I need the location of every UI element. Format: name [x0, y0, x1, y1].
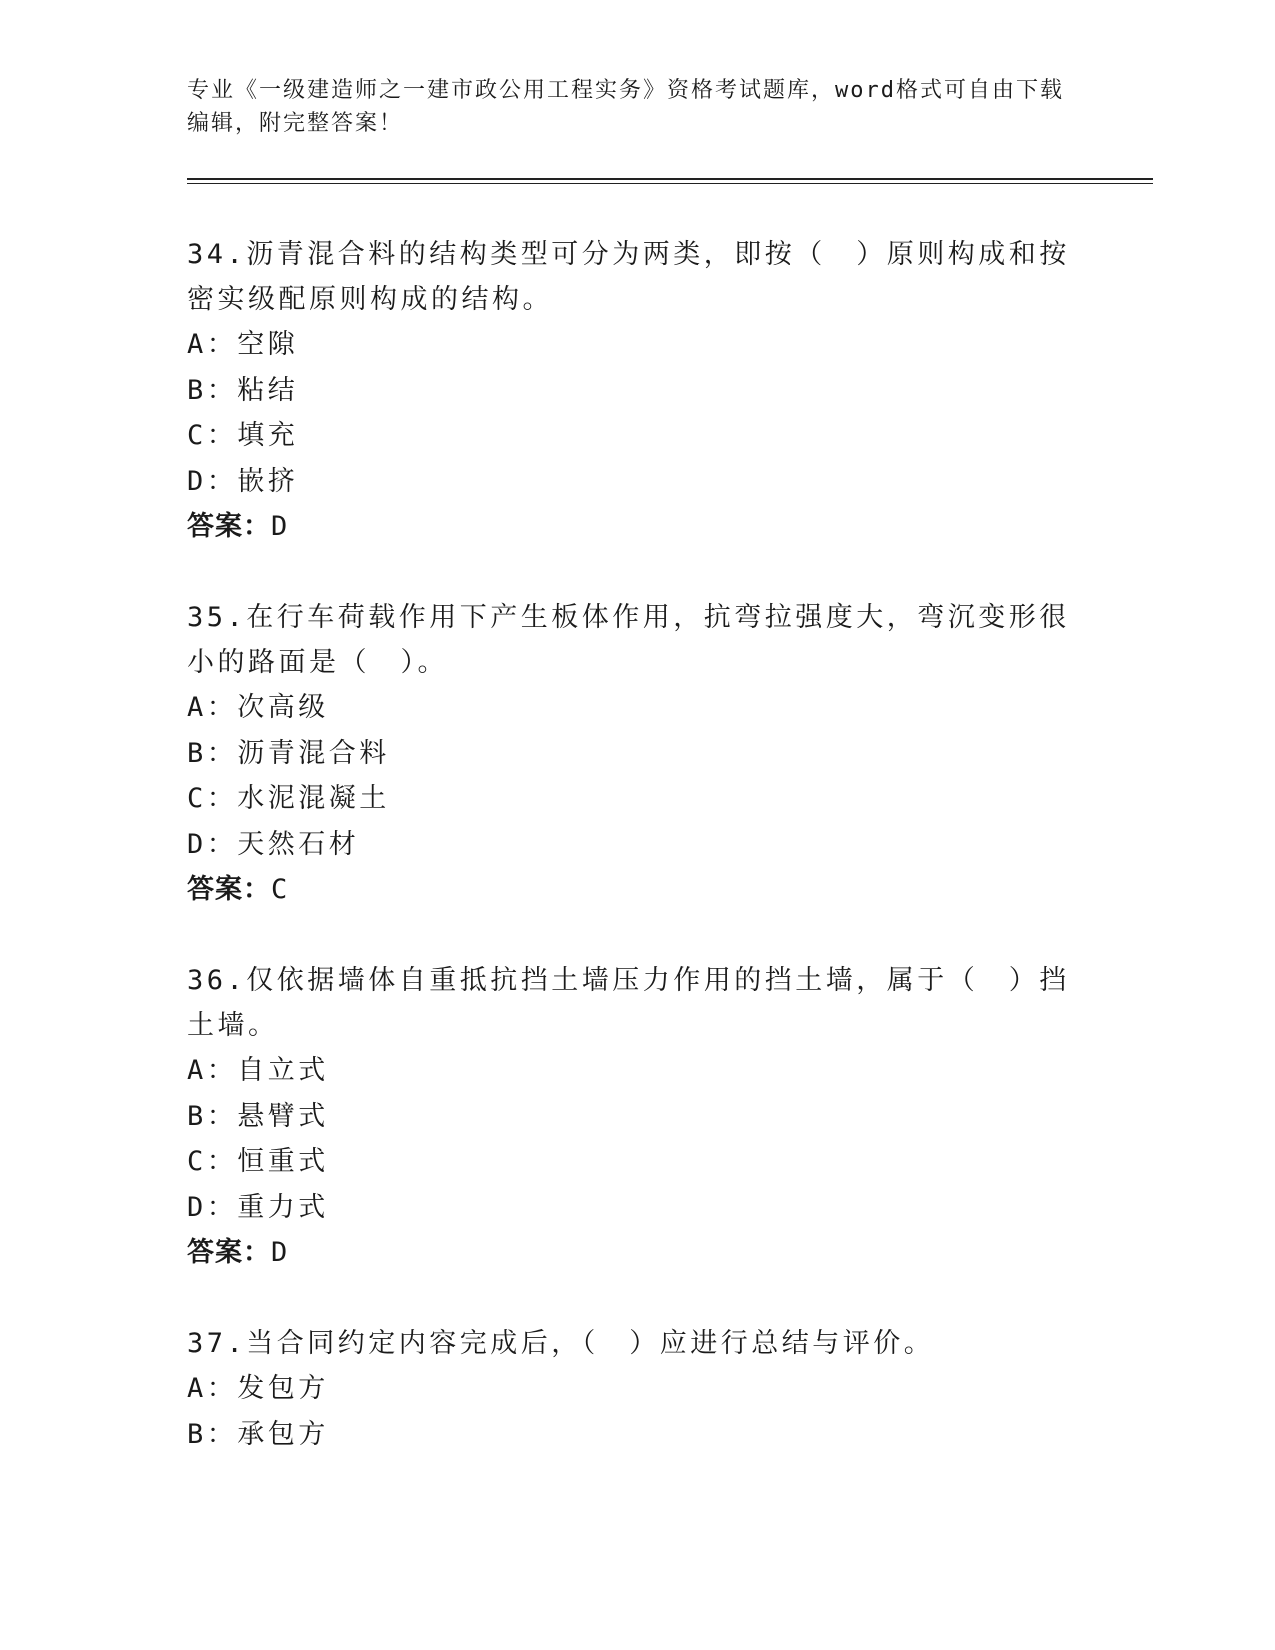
answer-option: D：天然石材	[187, 828, 360, 860]
answer-label: 答案：	[187, 1237, 271, 1268]
page-header-title: 专业《一级建造师之一建市政公用工程实务》资格考试题库，word格式可自由下载编辑，附完整答案！	[187, 78, 1064, 136]
header-divider	[187, 178, 1153, 180]
answer-value: D	[271, 1237, 288, 1268]
question-stem: 35.在行车荷载作用下产生板体作用，抗弯拉强度大，弯沉变形很小的路面是（ ）。	[187, 602, 1070, 678]
answer-option: A：次高级	[187, 692, 329, 723]
answer-option: D：嵌挤	[187, 465, 299, 497]
answer-option: B：悬臂式	[187, 1100, 329, 1132]
answer-key	[187, 504, 1087, 549]
answer-option: C：水泥混凝土	[187, 783, 390, 814]
answer-option: A：发包方	[187, 1373, 329, 1404]
question-item	[187, 232, 1087, 549]
answer-option: B：承包方	[187, 1418, 329, 1450]
answer-key	[187, 867, 1087, 912]
answer-label: 答案：	[187, 511, 271, 542]
answer-value: C	[271, 874, 288, 905]
answer-option: A：空隙	[187, 329, 299, 360]
question-item	[187, 1321, 1087, 1457]
question-item	[187, 958, 1087, 1275]
answer-option: A：自立式	[187, 1055, 329, 1086]
answer-label: 答案：	[187, 874, 271, 905]
answer-option: C：填充	[187, 420, 299, 451]
answer-value: D	[271, 511, 288, 542]
answer-key	[187, 1230, 1087, 1275]
answer-option: C：恒重式	[187, 1146, 329, 1177]
answer-option: D：重力式	[187, 1191, 329, 1223]
question-item	[187, 595, 1087, 912]
answer-option: B：沥青混合料	[187, 737, 390, 769]
question-stem: 37.当合同约定内容完成后，（ ）应进行总结与评价。	[187, 1328, 935, 1359]
header-divider-thin	[187, 183, 1153, 184]
question-stem: 34.沥青混合料的结构类型可分为两类，即按（ ）原则构成和按密实级配原则构成的结构。	[187, 239, 1070, 315]
question-list	[187, 232, 1087, 1503]
answer-option: B：粘结	[187, 374, 299, 406]
question-stem: 36.仅依据墙体自重抵抗挡土墙压力作用的挡土墙，属于（ ）挡土墙。	[187, 965, 1070, 1041]
